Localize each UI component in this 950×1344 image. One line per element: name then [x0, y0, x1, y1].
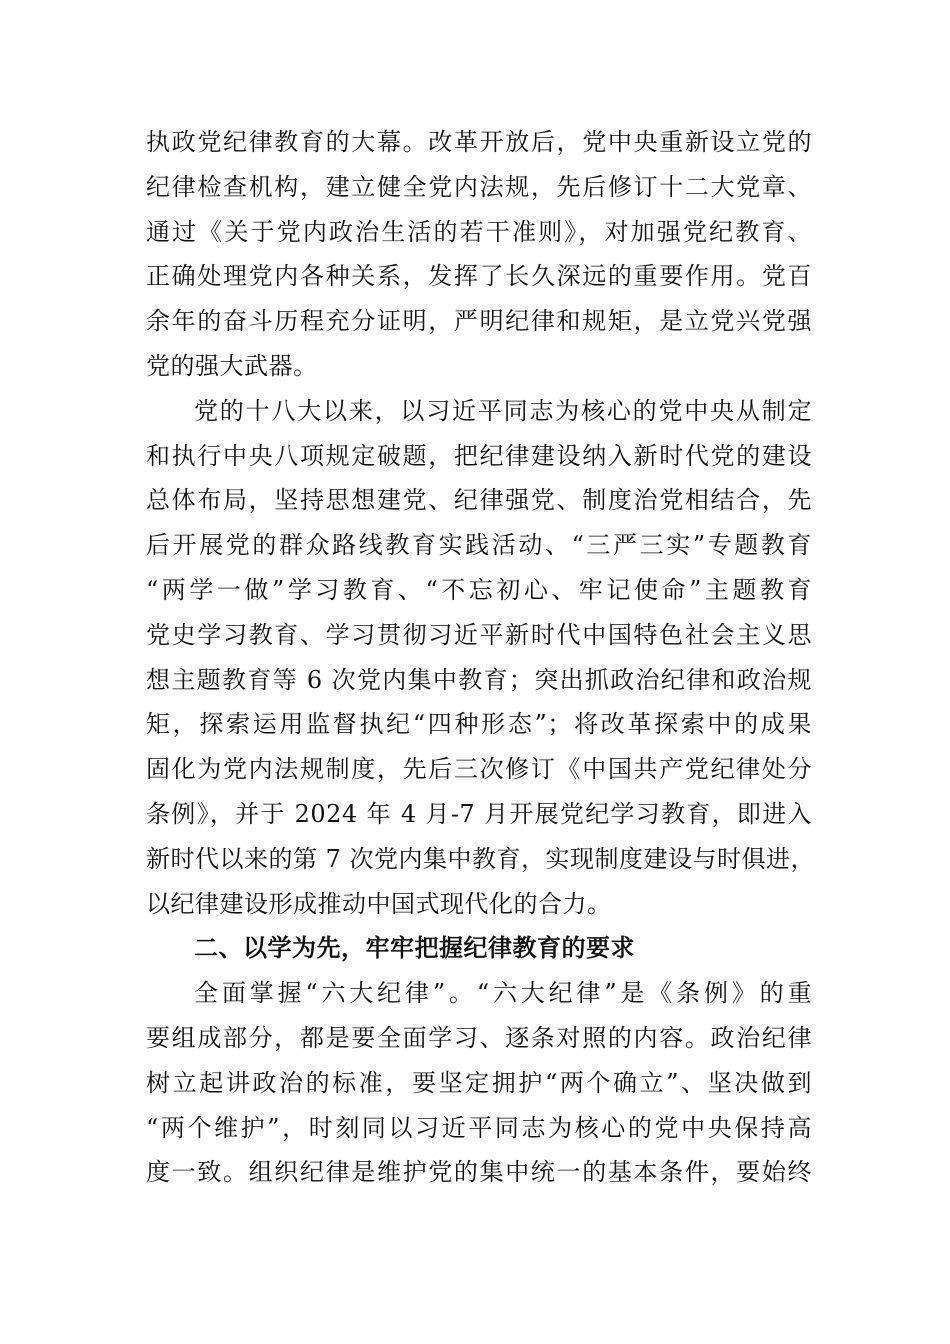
text-line: 树立起讲政治的标准，要坚定拥护“两个确立”、坚决做到 — [146, 1068, 812, 1097]
paragraph-1 — [146, 120, 812, 389]
text-line: 固化为党内法规制度，先后三次修订《中国共产党纪律处分 — [146, 755, 812, 784]
text-line: 党的十八大以来，以习近平同志为核心的党中央从制定 — [194, 396, 812, 425]
text-line: 正确处理党内各种关系，发挥了长久深远的重要作用。党百 — [146, 262, 812, 291]
text-line: 度一致。组织纪律是维护党的集中统一的基本条件，要始终 — [146, 1158, 812, 1187]
text-line: 想主题教育等 6 次党内集中教育；突出抓政治纪律和政治规 — [146, 665, 812, 694]
text-line: “两个维护”，时刻同以习近平同志为核心的党中央保持高 — [146, 1113, 812, 1142]
text-line: 以纪律建设形成推动中国式现代化的合力。 — [146, 889, 612, 918]
paragraph-3 — [146, 971, 812, 1195]
text-line: 纪律检查机构，建立健全党内法规，先后修订十二大党章、 — [146, 172, 812, 201]
text-line: 通过《关于党内政治生活的若干准则》，对加强党纪教育、 — [146, 217, 812, 246]
text-line: 党史学习教育、学习贯彻习近平新时代中国特色社会主义思 — [146, 620, 812, 649]
paragraph-2 — [146, 389, 816, 927]
text-line: 全面掌握“六大纪律”。“六大纪律”是《条例》的重 — [194, 979, 812, 1008]
text-line: 总体布局，坚持思想建党、纪律强党、制度治党相结合，先 — [146, 486, 812, 515]
text-line: 党的强大武器。 — [146, 351, 318, 380]
text-line: 余年的奋斗历程充分证明，严明纪律和规矩，是立党兴党强 — [146, 307, 812, 336]
text-line: “两学一做”学习教育、“不忘初心、牢记使命”主题教育 — [146, 575, 812, 604]
text-line: 和执行中央八项规定破题，把纪律建设纳入新时代党的建设 — [146, 441, 812, 470]
text-line: 后开展党的群众路线教育实践活动、“三严三实”专题教育 — [146, 531, 812, 560]
text-line: 矩，探索运用监督执纪“四种形态”；将改革探索中的成果 — [146, 710, 812, 739]
text-line: 执政党纪律教育的大幕。改革开放后，党中央重新设立党的 — [146, 128, 812, 156]
section-heading: 二、以学为先，牢牢把握纪律教育的要求 — [194, 934, 635, 963]
text-line: 条例》，并于 2024 年 4 月-7 月开展党纪学习教育，即进入 — [146, 799, 812, 828]
document-page — [146, 120, 816, 1195]
text-line: 要组成部分，都是要全面学习、逐条对照的内容。政治纪律 — [146, 1023, 812, 1052]
text-line: 新时代以来的第 7 次党内集中教育，实现制度建设与时俱进， — [146, 844, 816, 873]
